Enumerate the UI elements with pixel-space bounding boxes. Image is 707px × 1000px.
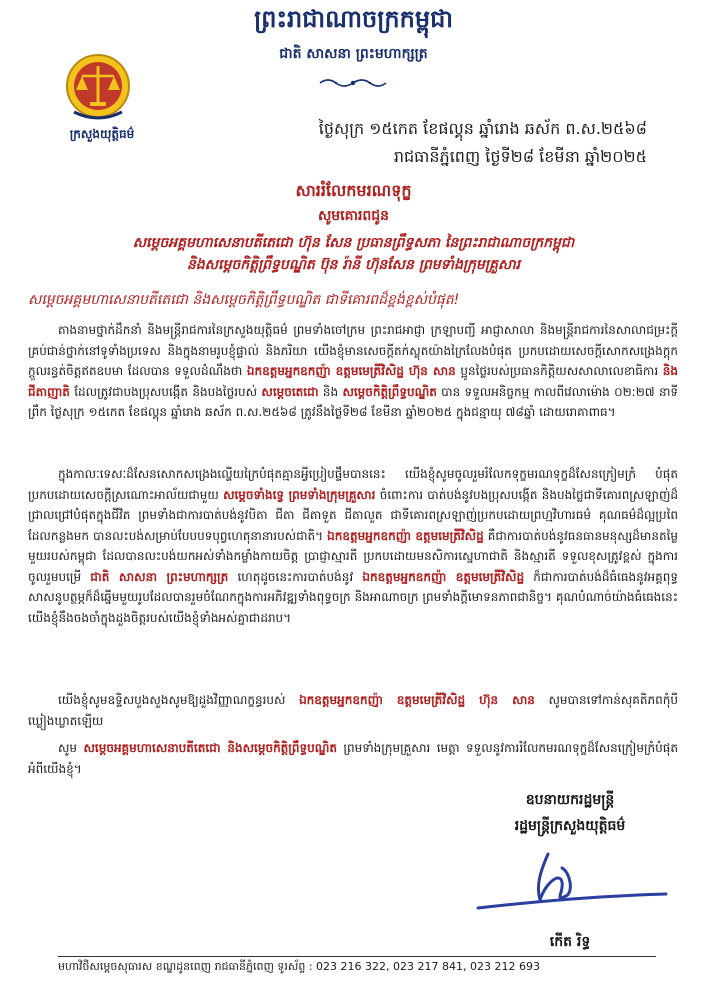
p1-text-f: និង: [318, 384, 343, 399]
solar-date: រាជធានីភ្នំពេញ ថ្ងៃទី២៨ ខែមីនា ឆ្នាំ២០២៥: [393, 147, 647, 166]
footer-address: មហាវិថីសម្ដេចសុធារស ខណ្ឌដូនពេញ រាជធានីភ្នំពេញ ទូរស័ព្ទ : 023 216 322, 023 217 841, 023 212 693: [58, 960, 540, 973]
addressee-block: [30, 232, 677, 276]
p1-text-b: ប្អូនថ្លៃរបស់ប្រធានកិត្តិយសសាលាលេខាធិការ: [455, 364, 663, 378]
ministry-name: ក្រសួងយុត្តិធម៌: [69, 127, 135, 141]
paragraph-2: [28, 464, 678, 628]
respect-line: សូមគោរពជូន: [317, 208, 390, 224]
signatory-title-2: រដ្ឋមន្ត្រីក្រសួងយុត្តិធម៌: [514, 818, 626, 834]
p2-text-c: ចំពោះការ បាត់បង់នូវបងប្រុសបង្កើត និងបងថ្លៃជាទីគោរពស្រឡាញ់ដ៏ជ្រាលជ្រៅបំផុតក្នុងជីវិត ព្រមទាំងជាការបាត់បង់នូវបិតា ជីតា ជីតាទួត ជីតាលួត ជាទីគោរពស្រឡាញ់ប្រកបដោយព្រហ្មវិហារធម៌ គុណធម៌ដ៏ល្អប្រពៃ ដែលកន្លងមក បានលះបង់សម្រាប់បែបបទបុព្វហេតុនានារបស់ជាតិ។: [28, 487, 679, 543]
p3-text-a: យើងខ្ញុំសូមឧទ្ទិសបួងសួងសូមឱ្យដួងវិញ្ញាណក្ខន្ធរបស់: [58, 693, 300, 707]
p2-text-i: ក៏ជាការបាត់បង់ដ៏ធំធេងនូវអគ្គពុទ្ធសាសនូបត្ថម្ភក៏ដ៏ឆ្នើមមួយរូបដែលបានរួមចំណែកក្នុងការអភិវឌ្ឍទាំងពុទ្ធចក្រ និងអាណាចក្រ ព្រមទាំងក្ដីមោទនភាពជានិច្ច។ គុណបំណាច់យ៉ាងធំធេងនេះ យើងខ្ញុំនឹងចងចាំក្នុងដួងចិត្តរបស់យើងខ្ញុំទាំងអស់គ្នាជាដរាប។: [28, 569, 679, 625]
p1-text-e: សម្ដេចតេជោ: [261, 384, 319, 399]
tacteng-ornament-icon: [318, 76, 388, 90]
lunar-date: ថ្ងៃសុក្រ ១៥កេត ខែផល្គុន ឆ្នាំរោង ឆស័ក ព.ស.២៥៦៨: [318, 119, 647, 138]
p1-text-a: តាងនាមថ្នាក់ដឹកនាំ និងមន្ត្រីរាជការនៃក្រសួងយុត្តិធម៌ ព្រមទាំងចៅក្រម ព្រះរាជអាជ្ញា ក្រឡាបញ្ជី អាជ្ញាសាលា និងមន្ត្រីរាជការនៃសាលាជម្រះក្ដីគ្រប់ជាន់ថ្នាក់នៅទូទាំងប្រទេស និងក្នុងនាមរូបខ្ញុំផ្ទាល់ និងភរិយា យើងខ្ញុំមានសេចក្ដីតក់ស្លុតយ៉ាងក្រៃលែងបំផុត ប្រកបដោយសេចក្ដីសោកសង្រេងក្ដុកក្ដួលរន្ធត់ចិត្តឥតឧបមា ដែលបាន ទទួលដំណឹងថា: [28, 323, 678, 378]
p2-text-f: ជាតិ សាសនា ព្រះមហាក្សត្រ: [90, 569, 229, 584]
p1-text-d: ដែលត្រូវជាបងប្រុសបង្កើត និងបងថ្លៃរបស់: [69, 384, 262, 399]
ministry-emblem-icon: [64, 52, 132, 124]
p4-text-a: សូម: [58, 741, 84, 755]
p1-text-g: សម្ដេចកិត្តិព្រឹទ្ធបណ្ឌិត: [342, 384, 437, 399]
p3-text-c: សូមបានទៅកាន់សុគតិភពកុំបីឃ្លៀងឃ្លាតឡើយ: [28, 693, 679, 728]
p2-text-d: ឯកឧត្តមអ្នកឧកញ៉ា ឧត្តមមេត្រីវិសិដ្ឋ: [327, 528, 484, 543]
p4-text-c: ព្រមទាំងក្រុមគ្រួសារ មេត្តា ទទួលនូវការរំលែកមរណទុក្ខដ៏សែនក្រៀមក្រំបំផុតអំពីយើងខ្ញុំ។: [28, 741, 679, 776]
p1-deceased-name: ឯកឧត្តមអ្នកឧកញ៉ា ឧត្តមមេត្រីវិសិដ្ឋ ហ៊ុន សាន: [246, 364, 456, 378]
letter-title: សាររំលែកមរណទុក្ខ: [295, 181, 412, 200]
addressee-line-2: និងសម្ដេចកិត្តិព្រឹទ្ធបណ្ឌិត ប៊ុន រ៉ានី ហ៊ុនសែន ព្រមទាំងក្រុមគ្រួសារ: [186, 257, 521, 273]
paragraph-1: [28, 320, 678, 423]
p2-text-b: សម្ដេចទាំងទ្វេ ព្រមទាំងក្រុមគ្រួសារ: [223, 487, 376, 502]
p2-text-g: ហេតុដូចនេះការបាត់បង់នូវ: [228, 569, 363, 584]
salutation: សម្ដេចអគ្គមហាសេនាបតីតេជោ និងសម្ដេចកិត្តិព្រឹទ្ធបណ្ឌិត ជាទីគោរពដ៏ខ្ពង់ខ្ពស់បំផុត!: [28, 292, 460, 308]
p3-text-b: ឯកឧត្តមអ្នកឧកញ៉ា ឧត្តមមេត្រីវិសិដ្ឋ ហ៊ុន សាន: [299, 693, 535, 707]
paragraph-3: [28, 690, 678, 731]
footer-divider: [58, 956, 656, 957]
paragraph-4: [28, 738, 678, 779]
addressee-line-1: សម្ដេចអគ្គមហាសេនាបតីតេជោ ហ៊ុន សែន ប្រធានព្រឹទ្ធសភា នៃព្រះរាជាណាចក្រកម្ពុជា: [132, 235, 575, 251]
p2-text-h: ឯកឧត្តមអ្នកឧកញ៉ា ឧត្តមមេត្រីវិសិដ្ឋ: [362, 569, 525, 584]
handwritten-signature: [470, 842, 670, 922]
national-motto: ជាតិ សាសនា ព្រះមហាក្សត្រ: [279, 46, 428, 62]
p1-text-h: បាន ទទួលអនិច្ចកម្ម កាលពីវេលាម៉ោង ០២:២៧ នាទីព្រឹក ថ្ងៃសុក្រ ១៥កេត ខែផល្គុន ឆ្នាំរោង ឆស័ក ព.ស.២៥៦៨ ត្រូវនឹងថ្ងៃទី២៨ ខែមីនា ឆ្នាំ២០២៥ ក្នុងជន្មាយុ ៧៨ឆ្នាំ ដោយរោគាពាធ។: [28, 384, 678, 419]
signatory-name: កើត រិទ្ធ: [549, 934, 591, 950]
kingdom-heading: ព្រះរាជាណាចក្រកម្ពុជា: [254, 4, 453, 33]
p4-text-b: សម្ដេចអគ្គមហាសេនាបតីតេជោ និងសម្ដេចកិត្តិព្រឹទ្ធបណ្ឌិត: [83, 741, 337, 755]
p2-text-e: គឺជាការបាត់បង់នូវធនធានមនុស្សដ៏មានតម្លៃមួយរបស់កម្ពុជា ដែលបានលះបង់យកអស់ទាំងកម្លាំងកាយចិត្ត ប្រាជ្ញាស្មារតី ប្រកបដោយមនសិការស្នេហាជាតិ និងស្មារតី ទទួលខុសត្រូវខ្ពស់ ក្នុងការចូលរួមបម្រើ: [28, 528, 678, 584]
signatory-title-1: ឧបនាយករដ្ឋមន្ត្រី: [525, 792, 615, 808]
p1-text-c: និងជីតាញាតិ: [28, 364, 678, 399]
p2-text-a: ក្នុងកាលៈទេសៈដ៏សែនសោកសង្រេងល្ហើយក្រៃបំផុតគ្មានអ្វីប្រៀបផ្ទឹមបាននេះ យើងខ្ញុំសូមចូលរួមរំលែកទុក្ខមរណទុក្ខដ៏សែនក្រៀមក្រំ បំផុតប្រកបដោយសេចក្ដីស្រណោះអាល័យជាមួយ: [28, 467, 678, 502]
